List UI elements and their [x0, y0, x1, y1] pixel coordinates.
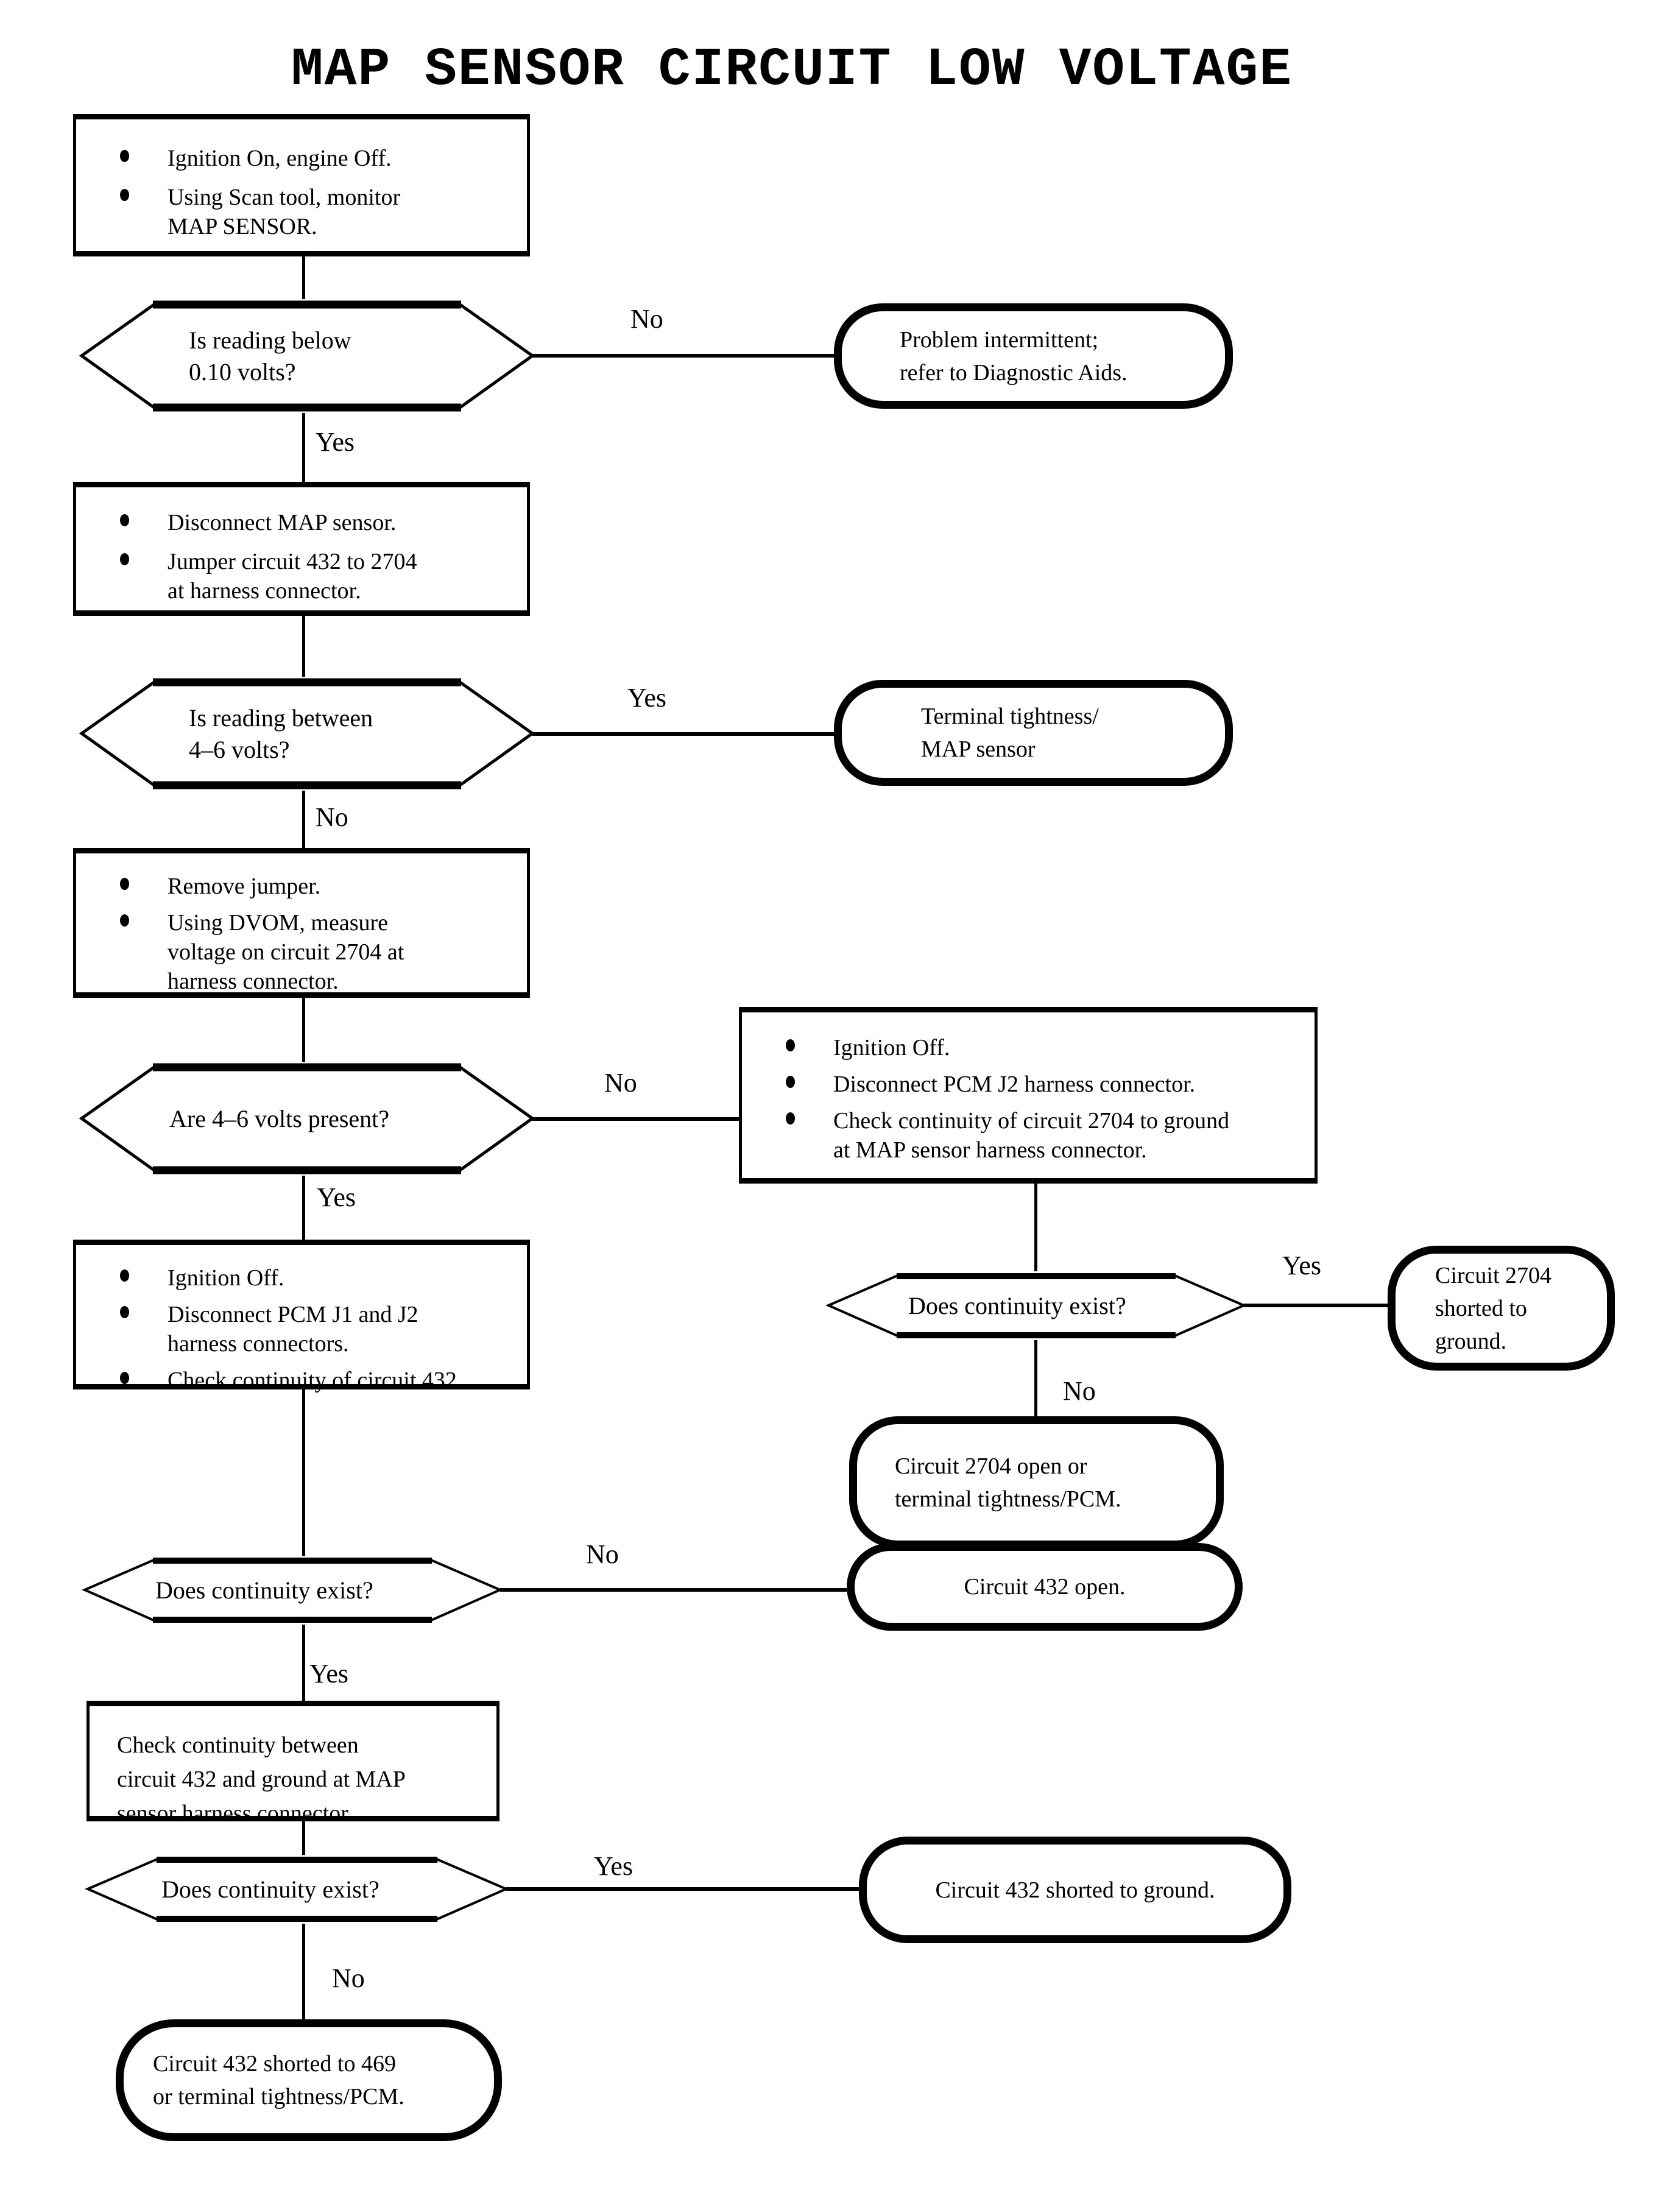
step-text-line: Jumper circuit 432 to 2704	[168, 549, 417, 574]
connector-d3-yes-b5	[302, 1176, 305, 1240]
step-text-line: sensor harness connector.	[117, 1801, 353, 1826]
list-item	[76, 1366, 527, 1395]
step-text-line: Remove jumper.	[168, 874, 321, 899]
decision-text	[826, 1271, 1246, 1340]
connector-b5-to-d5	[302, 1389, 305, 1556]
step-check-continuity-432	[73, 1240, 530, 1393]
bullet-icon	[120, 553, 129, 565]
step-text-line: Using DVOM, measure	[168, 910, 389, 936]
terminal-text-line: Problem intermittent;	[900, 327, 1099, 353]
decision-reading-below-010-volts	[79, 299, 535, 413]
bullet-icon	[120, 1306, 129, 1318]
bullet-icon	[120, 150, 129, 162]
step-text-line: Ignition Off.	[833, 1035, 950, 1061]
step-text-line: at harness connector.	[168, 578, 361, 604]
terminal-text-line: terminal tightness/PCM.	[895, 1486, 1121, 1512]
edge-label-yes: Yes	[1282, 1251, 1322, 1280]
step-text-line: Ignition Off.	[168, 1265, 284, 1291]
list-item	[76, 547, 527, 605]
decision-reading-between-4-6-volts	[79, 677, 535, 791]
connector-b2-to-d2	[302, 616, 305, 677]
decision-text	[82, 1556, 503, 1625]
decision-4-6-volts-present	[79, 1062, 535, 1176]
bullet-icon	[120, 914, 129, 927]
edge-label-no: No	[604, 1068, 637, 1098]
decision-text-line: 0.10 volts?	[189, 358, 296, 386]
edge-label-no: No	[332, 1963, 365, 1993]
page-title: MAP SENSOR CIRCUIT LOW VOLTAGE	[291, 40, 1293, 101]
decision-text	[85, 1855, 509, 1924]
edge-label-no: No	[316, 802, 348, 832]
bullet-icon	[786, 1076, 795, 1088]
decision-text	[79, 1062, 535, 1176]
bullet-icon	[120, 1372, 129, 1384]
bullet-icon	[786, 1039, 795, 1051]
decision-continuity-exists-432	[82, 1556, 503, 1625]
decision-text-line: Does continuity exist?	[161, 1875, 379, 1903]
terminal-text-line: Circuit 432 shorted to ground.	[935, 1877, 1215, 1903]
step-text-line: Ignition On, engine Off.	[168, 146, 392, 171]
terminal-432-shorted-to-ground	[859, 1837, 1291, 1943]
list-item	[76, 872, 527, 901]
terminal-text-line: Circuit 432 open.	[964, 1574, 1126, 1600]
bullet-icon	[120, 1269, 129, 1282]
step-text-line: circuit 432 and ground at MAP	[117, 1767, 406, 1792]
edge-label-yes: Yes	[309, 1659, 349, 1689]
connector-d1-no-t1	[532, 354, 834, 358]
terminal-text-line: Circuit 432 shorted to 469	[153, 2051, 396, 2077]
connector-d5-no-t5	[500, 1588, 847, 1592]
connector-d2-no-b3	[302, 791, 305, 848]
step-text-line: voltage on circuit 2704 at	[168, 939, 404, 965]
terminal-text-line: Circuit 2704	[1435, 1262, 1552, 1288]
step-text-line: Check continuity of circuit 432.	[168, 1368, 463, 1393]
connector-d3-no-b4	[532, 1117, 739, 1121]
terminal-2704-shorted-to-ground	[1388, 1246, 1615, 1371]
step-jumper-circuit-432-to-2704	[73, 482, 530, 616]
edge-label-yes: Yes	[627, 683, 667, 713]
decision-text	[79, 299, 535, 413]
step-text-line: Check continuity between	[117, 1732, 359, 1758]
edge-label-no: No	[630, 304, 663, 334]
list-item	[76, 508, 527, 537]
decision-text-line: 4–6 volts?	[189, 735, 290, 763]
decision-text-line: Is reading between	[189, 704, 373, 732]
connector-b4-to-d4	[1034, 1184, 1037, 1271]
connector-d1-yes-b2	[302, 413, 305, 482]
bullet-icon	[786, 1112, 795, 1124]
decision-continuity-exists-432-ground	[85, 1855, 509, 1924]
edge-label-yes: Yes	[316, 427, 355, 457]
decision-continuity-exists-2704	[826, 1271, 1246, 1340]
terminal-432-shorted-to-469	[116, 2019, 502, 2141]
connector-d2-yes-t2	[532, 732, 834, 736]
connector-d6-yes-t6	[506, 1887, 859, 1891]
terminal-432-open	[847, 1543, 1243, 1631]
connector-b3-to-d3	[302, 998, 305, 1062]
edge-label-yes: Yes	[317, 1182, 356, 1212]
terminal-text-line: refer to Diagnostic Aids.	[900, 359, 1128, 386]
edge-label-yes: Yes	[594, 1851, 634, 1881]
bullet-icon	[120, 189, 129, 201]
list-item	[76, 183, 527, 241]
step-text-line: harness connector.	[168, 969, 339, 994]
terminal-text-line: MAP sensor	[921, 736, 1036, 762]
connector-d5-yes-b6	[302, 1625, 305, 1701]
list-item	[76, 1263, 527, 1293]
step-text-line: Disconnect MAP sensor.	[168, 510, 397, 535]
list-item	[742, 1033, 1315, 1062]
bullet-icon	[120, 878, 129, 890]
step-text-line: Check continuity of circuit 2704 to ground	[833, 1108, 1230, 1134]
bullet-icon	[120, 514, 129, 526]
step-remove-jumper-measure-2704	[73, 848, 530, 998]
decision-text-line: Does continuity exist?	[155, 1576, 373, 1604]
list-item	[76, 908, 527, 996]
connector-d4-yes-t3	[1244, 1304, 1388, 1307]
terminal-text-line: or terminal tightness/PCM.	[153, 2084, 404, 2109]
decision-text	[79, 677, 535, 791]
step-check-432-to-ground	[86, 1701, 499, 1826]
terminal-text-line: Circuit 2704 open or	[895, 1453, 1087, 1479]
terminal-problem-intermittent	[834, 303, 1233, 409]
step-text-line: harness connectors.	[168, 1331, 349, 1357]
list-item	[76, 1300, 527, 1358]
step-text-line: Using Scan tool, monitor	[168, 185, 401, 210]
step-monitor-map-sensor	[73, 114, 530, 256]
decision-text-line: Are 4–6 volts present?	[169, 1104, 390, 1132]
connector-d4-no-t4	[1034, 1340, 1037, 1416]
terminal-terminal-tightness-map-sensor	[834, 680, 1233, 786]
step-text-line: Disconnect PCM J2 harness connector.	[833, 1071, 1196, 1097]
list-item	[76, 144, 527, 173]
connector-start-to-d1	[302, 256, 305, 299]
decision-text-line: Does continuity exist?	[908, 1291, 1126, 1319]
terminal-2704-open-or-terminal-tightness	[849, 1416, 1224, 1548]
edge-label-no: No	[586, 1539, 619, 1569]
terminal-text-line: Terminal tightness/	[921, 704, 1099, 729]
step-text-line: at MAP sensor harness connector.	[833, 1137, 1147, 1163]
terminal-text-line: ground.	[1435, 1328, 1507, 1354]
decision-text-line: Is reading below	[189, 326, 351, 354]
step-text-line: Disconnect PCM J1 and J2	[168, 1302, 418, 1327]
connector-d6-no-t7	[302, 1924, 305, 2019]
edge-label-no: No	[1063, 1376, 1096, 1406]
terminal-text-line: shorted to	[1435, 1295, 1527, 1321]
step-text-line: MAP SENSOR.	[168, 214, 317, 239]
list-item	[742, 1070, 1315, 1099]
step-check-continuity-2704-to-ground	[739, 1007, 1318, 1184]
list-item	[742, 1106, 1315, 1165]
